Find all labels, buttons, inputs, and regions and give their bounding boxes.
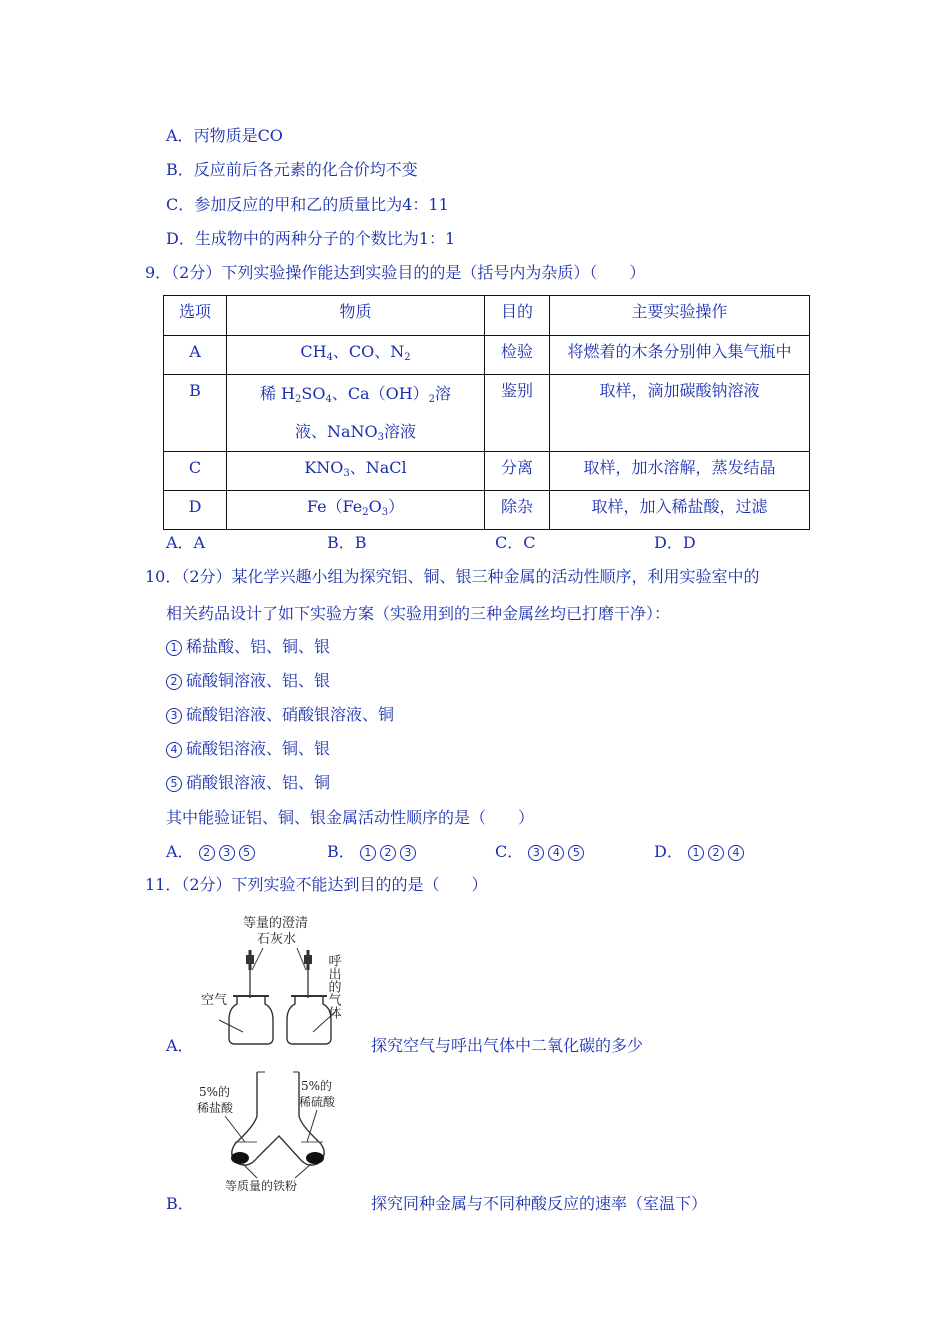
row-option: A [164, 336, 227, 375]
header-substance: 物质 [227, 296, 485, 336]
q10-answer-c: C． 3 4 5 [495, 842, 588, 862]
q9-answer-c: C．C [495, 533, 536, 552]
q8-option-d: D．生成物中的两种分子的个数比为1：1 [166, 229, 456, 248]
row-option: D [164, 491, 227, 530]
figure-y-tube-experiment [195, 1066, 365, 1196]
q8-option-b: B．反应前后各元素的化合价均不变 [166, 160, 418, 179]
q11-option-a-label: A． [166, 1036, 194, 1055]
q10-scheme-1: 1 稀盐酸、铝、铜、银 [166, 637, 330, 657]
q10-answer-d: D． 1 2 4 [654, 842, 748, 862]
row-option: C [164, 452, 227, 491]
svg-text:呼出的气体: 呼出的气体 [325, 954, 341, 1019]
svg-text:稀硫酸: 稀硫酸 [299, 1095, 336, 1109]
row-substance: $KNO_3$、NaCl [227, 452, 485, 491]
q10-stem-line1: 10．（2分）某化学兴趣小组为探究铝、铜、银三种金属的活动性顺序，利用实验室中的 [145, 567, 760, 586]
header-purpose: 目的 [485, 296, 550, 336]
row-operation: 取样，滴加碳酸钠溶液 [550, 375, 810, 452]
svg-text:5%的: 5%的 [199, 1085, 231, 1099]
table-row [164, 491, 810, 530]
row-purpose: 除杂 [485, 491, 550, 530]
row-purpose: 分离 [485, 452, 550, 491]
svg-text:5%的: 5%的 [301, 1079, 333, 1093]
q9-answer-a: A．A [166, 533, 206, 552]
q10-answer-b: B． 1 2 3 [327, 842, 420, 862]
row-substance: 稀 $H_2SO_4$、$Ca(OH)_2$溶 液、NaNO$_3$溶液 [227, 375, 485, 452]
table-header-row [164, 296, 810, 336]
row-substance: $Fe(Fe_2O_3)$ [227, 491, 485, 530]
q11-option-b-text: 探究同种金属与不同种酸反应的速率（室温下） [371, 1194, 708, 1213]
q8-option-a: A．丙物质是CO [166, 126, 283, 145]
q9-stem: 9．（2分）下列实验操作能达到实验目的的是（括号内为杂质）（ ） [145, 263, 646, 282]
svg-text:石灰水: 石灰水 [257, 932, 297, 947]
q8-option-c: C．参加反应的甲和乙的质量比为4：11 [166, 195, 449, 214]
q10-scheme-3: 3 硫酸铝溶液、硝酸银溶液、铜 [166, 705, 394, 725]
q10-question: 其中能验证铝、铜、银金属活动性顺序的是（ ） [166, 808, 535, 827]
row-operation: 将燃着的木条分别伸入集气瓶中 [550, 336, 810, 375]
table-row [164, 452, 810, 491]
q9-table [163, 295, 810, 530]
q10-stem-line2: 相关药品设计了如下实验方案（实验用到的三种金属丝均已打磨干净）： [166, 604, 671, 623]
figure-limewater-experiment [195, 908, 355, 1050]
row-operation: 取样，加水溶解，蒸发结晶 [550, 452, 810, 491]
q10-answer-a: A． 2 3 5 [166, 842, 259, 862]
svg-text:等量的澄清: 等量的澄清 [243, 916, 309, 931]
table-row [164, 375, 810, 452]
row-option: B [164, 375, 227, 452]
svg-text:等质量的铁粉: 等质量的铁粉 [225, 1179, 298, 1193]
row-operation: 取样，加入稀盐酸，过滤 [550, 491, 810, 530]
q11-stem: 11．（2分）下列实验不能达到目的的是（ ） [145, 875, 488, 894]
row-substance: $CH_4$、CO、$N_2$ [227, 336, 485, 375]
q11-option-a-text: 探究空气与呼出气体中二氧化碳的多少 [371, 1036, 644, 1055]
q10-scheme-2: 2 硫酸铜溶液、铝、银 [166, 671, 330, 691]
q10-scheme-4: 4 硫酸铝溶液、铜、银 [166, 739, 330, 759]
q9-answer-d: D．D [654, 533, 696, 552]
svg-text:空气: 空气 [201, 993, 228, 1008]
header-operation: 主要实验操作 [550, 296, 810, 336]
row-purpose: 鉴别 [485, 375, 550, 452]
q9-answer-b: B．B [327, 533, 367, 552]
row-purpose: 检验 [485, 336, 550, 375]
header-option: 选项 [164, 296, 227, 336]
svg-text:稀盐酸: 稀盐酸 [197, 1101, 234, 1115]
table-row [164, 336, 810, 375]
q11-option-b-label: B． [166, 1194, 194, 1213]
q10-scheme-5: 5 硝酸银溶液、铝、铜 [166, 773, 330, 793]
